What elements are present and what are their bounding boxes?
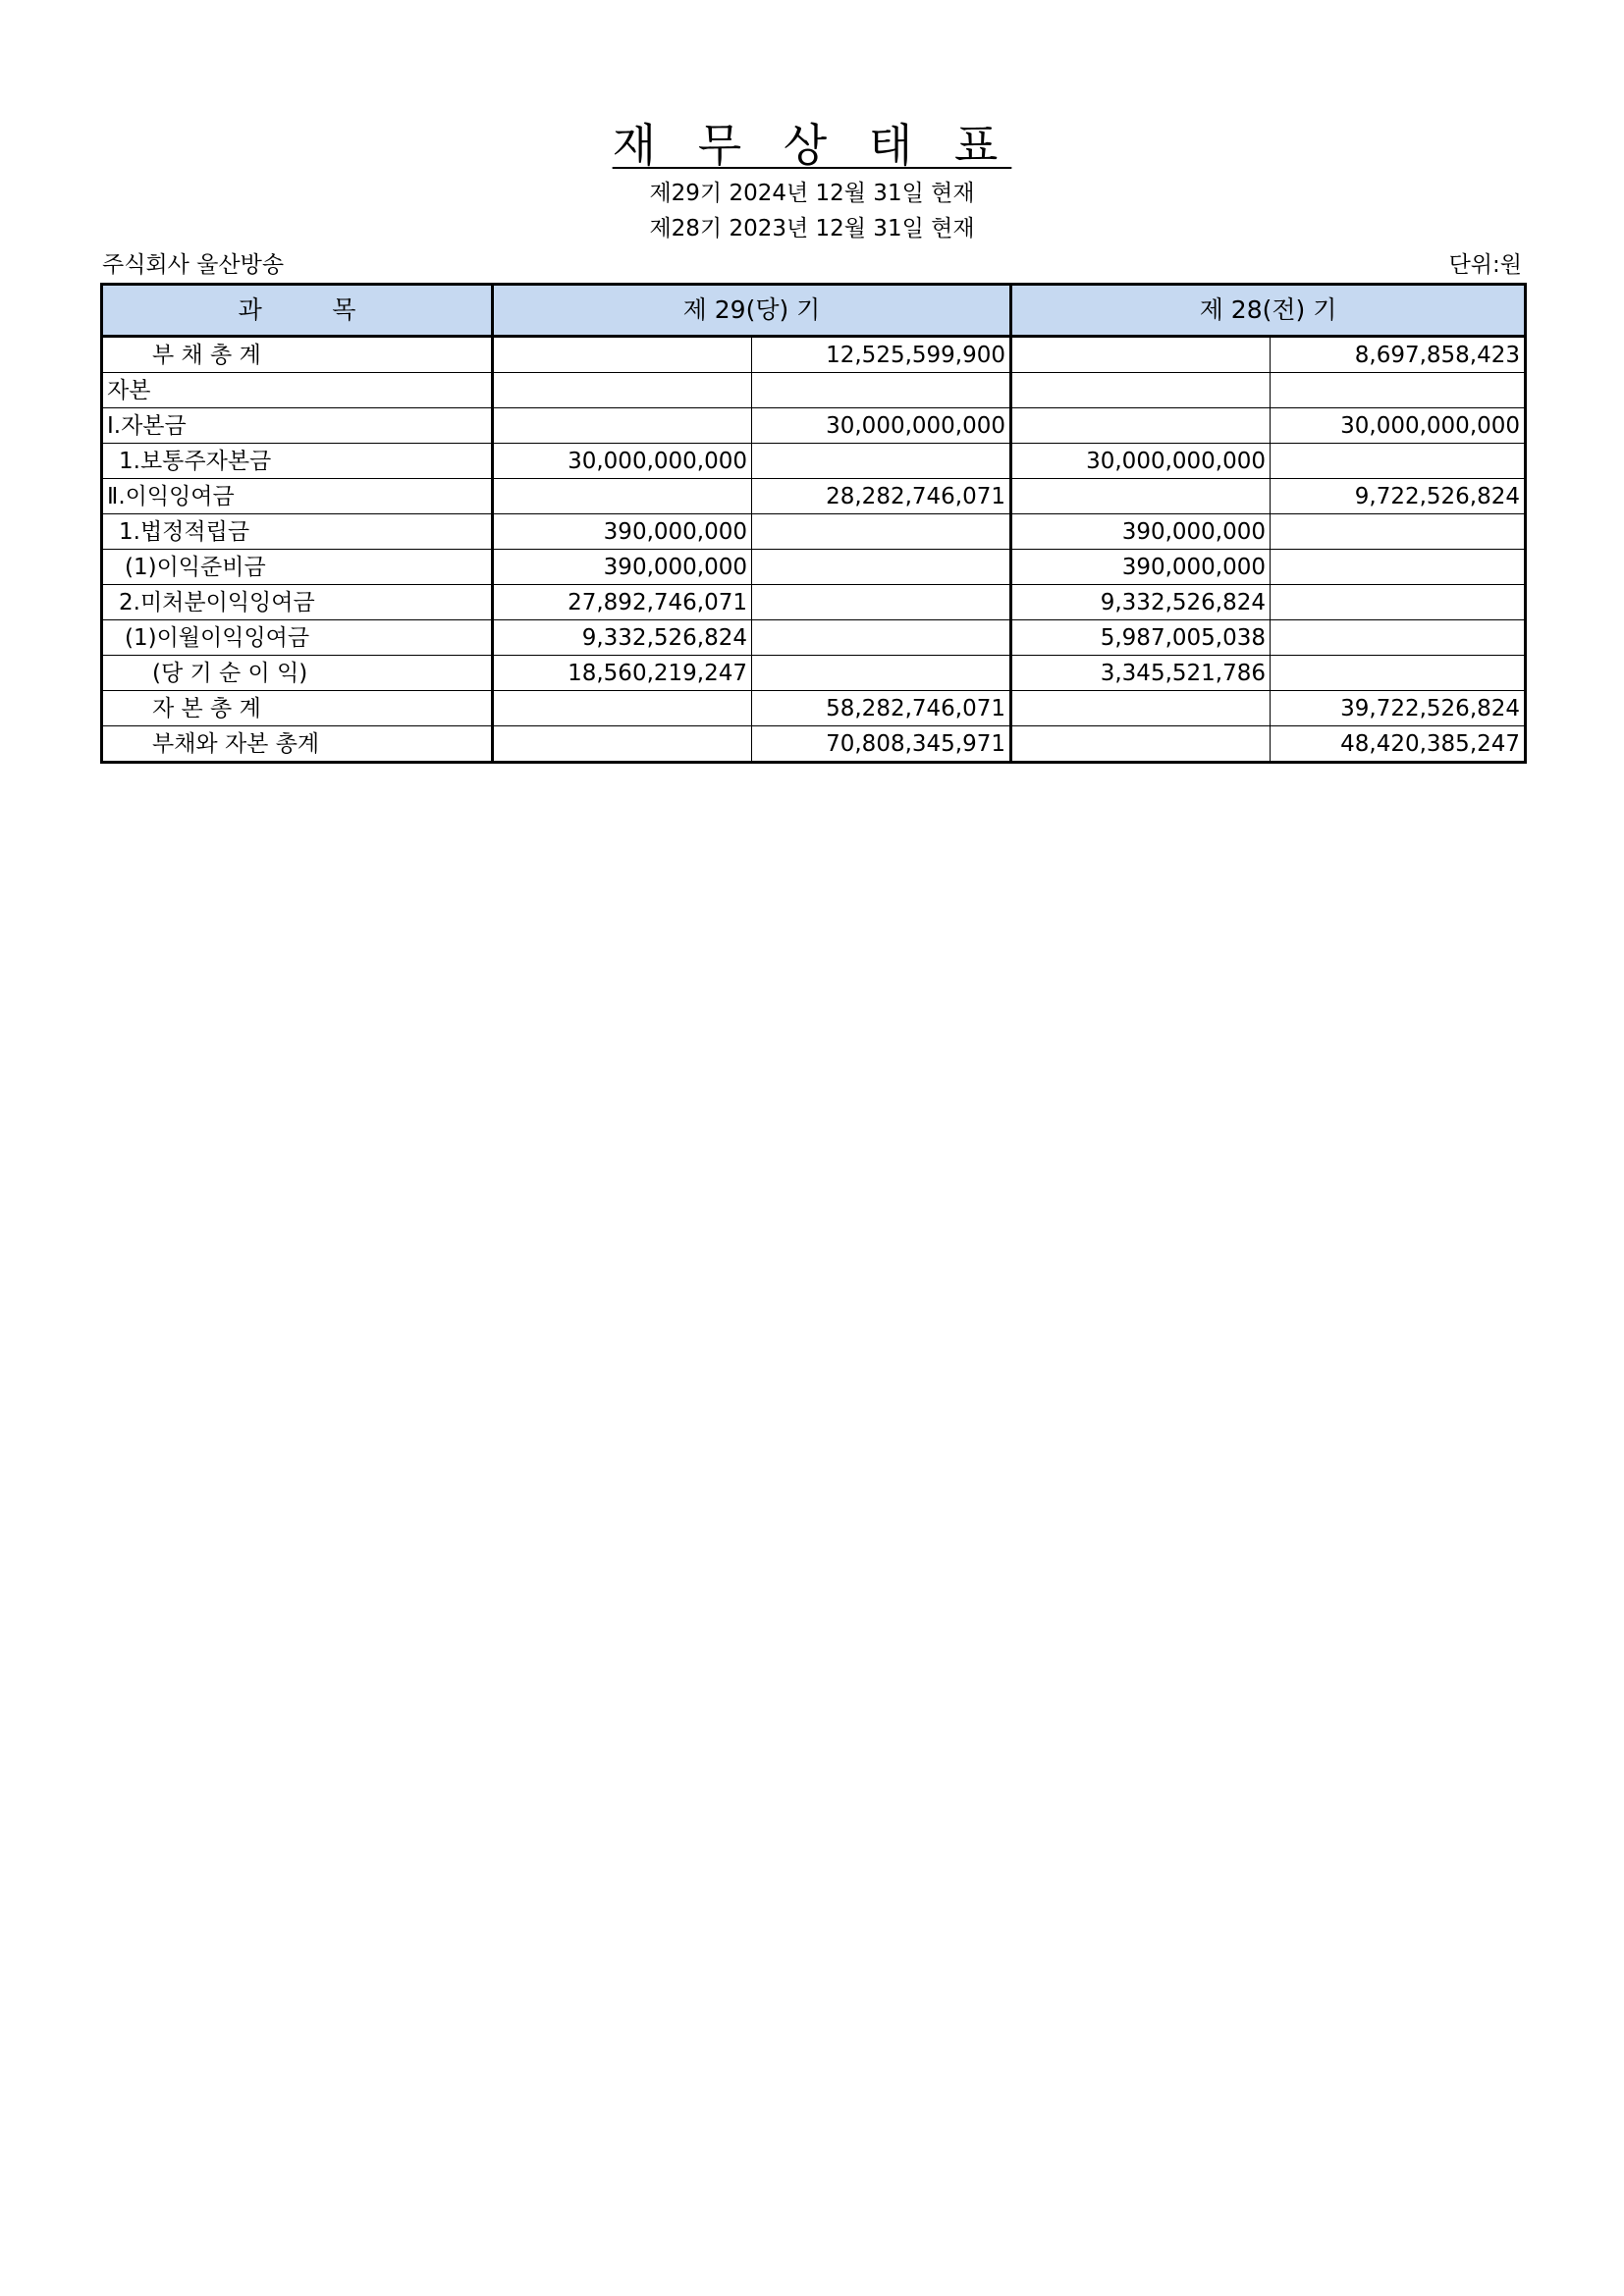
table-row [102, 373, 1526, 408]
account-label: 2.미처분이익잉여금 [102, 585, 493, 620]
current-sub-amount: 390,000,000 [493, 550, 752, 585]
prior-sub-amount: 390,000,000 [1011, 550, 1271, 585]
current-total-amount: 70,808,345,971 [752, 726, 1011, 763]
period-prior: 제28기 2023년 12월 31일 현재 [649, 216, 975, 241]
account-label: 부 채 총 계 [102, 337, 493, 373]
prior-total-amount: 48,420,385,247 [1271, 726, 1526, 763]
current-sub-amount [493, 479, 752, 514]
current-total-amount [752, 620, 1011, 656]
prior-total-amount: 9,722,526,824 [1271, 479, 1526, 514]
table-body [102, 337, 1526, 763]
prior-total-amount [1271, 444, 1526, 479]
prior-total-amount [1271, 550, 1526, 585]
prior-sub-amount: 30,000,000,000 [1011, 444, 1271, 479]
prior-total-amount: 8,697,858,423 [1271, 337, 1526, 373]
prior-sub-amount: 5,987,005,038 [1011, 620, 1271, 656]
header-account: 과 목 [102, 285, 493, 337]
prior-sub-amount: 9,332,526,824 [1011, 585, 1271, 620]
current-total-amount: 12,525,599,900 [752, 337, 1011, 373]
prior-sub-amount [1011, 726, 1271, 763]
current-sub-amount [493, 373, 752, 408]
prior-total-amount [1271, 620, 1526, 656]
prior-sub-amount: 3,345,521,786 [1011, 656, 1271, 691]
current-sub-amount: 390,000,000 [493, 514, 752, 550]
prior-total-amount [1271, 656, 1526, 691]
prior-total-amount [1271, 585, 1526, 620]
account-label: (1)이익준비금 [102, 550, 493, 585]
prior-sub-amount [1011, 337, 1271, 373]
current-sub-amount: 18,560,219,247 [493, 656, 752, 691]
table-header-row [102, 285, 1526, 337]
prior-sub-amount [1011, 373, 1271, 408]
account-label: (1)이월이익잉여금 [102, 620, 493, 656]
prior-total-amount: 39,722,526,824 [1271, 691, 1526, 726]
current-sub-amount: 27,892,746,071 [493, 585, 752, 620]
prior-sub-amount [1011, 691, 1271, 726]
company-name: 주식회사 울산방송 [102, 252, 285, 278]
table-row [102, 514, 1526, 550]
table-row [102, 408, 1526, 444]
table-row [102, 337, 1526, 373]
account-label: (당 기 순 이 익) [102, 656, 493, 691]
current-sub-amount [493, 691, 752, 726]
account-label: 자본 [102, 373, 493, 408]
table-row [102, 691, 1526, 726]
account-label: 자 본 총 계 [102, 691, 493, 726]
prior-sub-amount: 390,000,000 [1011, 514, 1271, 550]
current-total-amount: 58,282,746,071 [752, 691, 1011, 726]
current-total-amount [752, 373, 1011, 408]
current-total-amount: 30,000,000,000 [752, 408, 1011, 444]
current-sub-amount [493, 726, 752, 763]
current-total-amount [752, 550, 1011, 585]
current-total-amount [752, 444, 1011, 479]
current-sub-amount [493, 408, 752, 444]
account-label: 1.법정적립금 [102, 514, 493, 550]
account-label: 부채와 자본 총계 [102, 726, 493, 763]
table-row [102, 656, 1526, 691]
current-total-amount [752, 656, 1011, 691]
table-row [102, 444, 1526, 479]
current-sub-amount [493, 337, 752, 373]
current-total-amount [752, 514, 1011, 550]
balance-sheet-table [100, 283, 1527, 764]
account-label: Ⅰ.자본금 [102, 408, 493, 444]
table-row [102, 726, 1526, 763]
account-label: Ⅱ.이익잉여금 [102, 479, 493, 514]
prior-total-amount [1271, 373, 1526, 408]
table-row [102, 585, 1526, 620]
current-total-amount [752, 585, 1011, 620]
period-current: 제29기 2024년 12월 31일 현재 [649, 181, 975, 206]
prior-sub-amount [1011, 408, 1271, 444]
unit-label: 단위:원 [1448, 252, 1522, 278]
account-label: 1.보통주자본금 [102, 444, 493, 479]
table-row [102, 620, 1526, 656]
prior-total-amount: 30,000,000,000 [1271, 408, 1526, 444]
current-sub-amount: 30,000,000,000 [493, 444, 752, 479]
header-prior-period: 제 28(전) 기 [1011, 285, 1526, 337]
current-sub-amount: 9,332,526,824 [493, 620, 752, 656]
prior-sub-amount [1011, 479, 1271, 514]
prior-total-amount [1271, 514, 1526, 550]
page-title: 재 무 상 태 표 [612, 119, 1012, 172]
table-row [102, 550, 1526, 585]
header-current-period: 제 29(당) 기 [493, 285, 1011, 337]
current-total-amount: 28,282,746,071 [752, 479, 1011, 514]
table-row [102, 479, 1526, 514]
